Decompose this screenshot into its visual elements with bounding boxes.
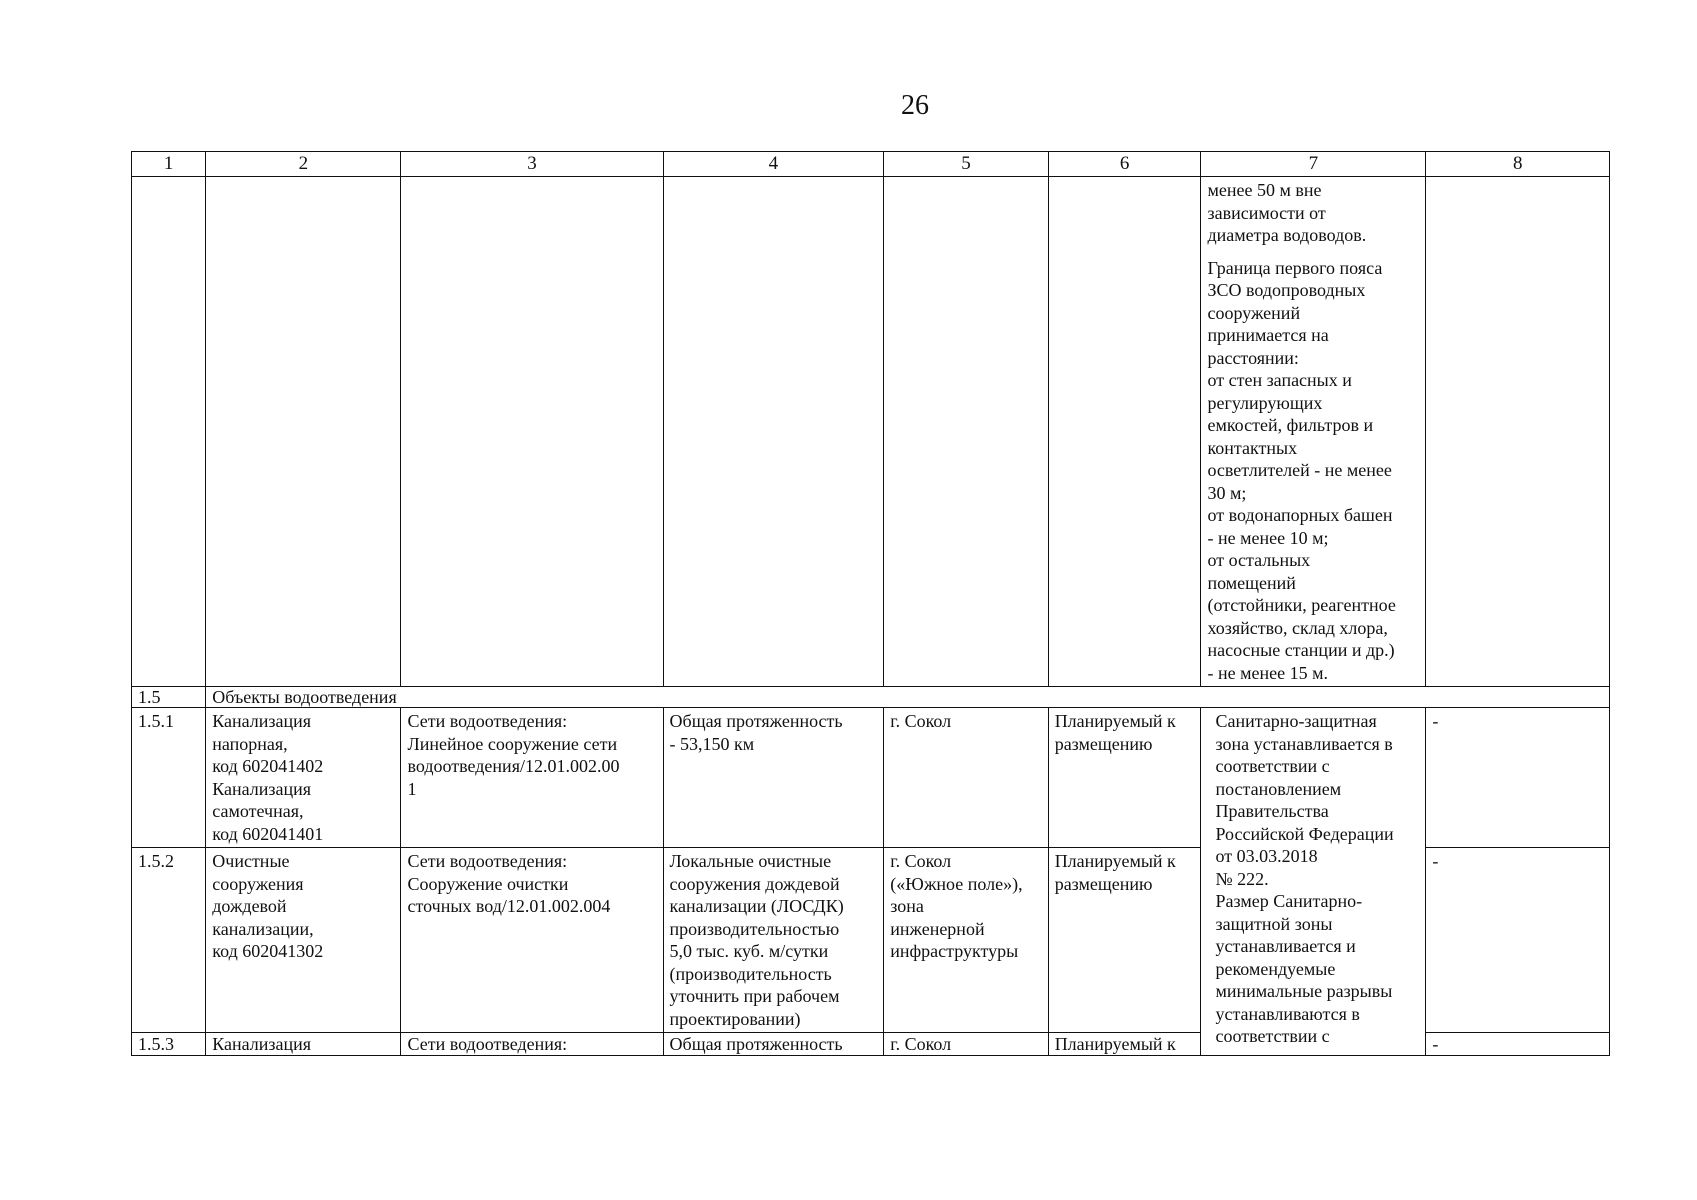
section-row [132, 687, 1610, 708]
empty-cell [663, 177, 884, 687]
header-cell: 1 [132, 152, 206, 177]
object-characteristics: Общая протяженность - 53,150 км [663, 708, 884, 848]
object-type: Сети водоотведения: [401, 1033, 663, 1056]
row-number: 1.5.1 [132, 708, 206, 848]
page-number: 26 [901, 90, 929, 121]
object-name: Канализация напорная, код 602041402 Канализация самотечная, код 602041401 [206, 708, 401, 848]
object-location: г. Сокол [884, 1033, 1048, 1056]
object-status: Планируемый к размещению [1048, 708, 1201, 848]
continuation-row [132, 177, 1610, 687]
object-name: Канализация [206, 1033, 401, 1056]
empty-cell [206, 177, 401, 687]
header-cell: 4 [663, 152, 884, 177]
header-cell: 8 [1426, 152, 1610, 177]
object-type: Сети водоотведения: Сооружение очистки сточных вод/12.01.002.004 [401, 848, 663, 1033]
col8-value: - [1426, 1033, 1610, 1056]
section-number: 1.5 [132, 687, 206, 708]
object-location: г. Сокол [884, 708, 1048, 848]
section-title: Объекты водоотведения [206, 687, 1610, 708]
empty-cell [401, 177, 663, 687]
sanitary-zone-cell: Санитарно-защитная зона устанавливается в соответствии с постановлением Правительства Российской Федерации от 03.03.2018 № 222. Размер Санитарно- защитной зоны устанавливается и рекомендуемые минимальные разрывы устанавливаются в соответствии с [1201, 708, 1426, 1056]
col8-value: - [1426, 708, 1610, 848]
empty-cell [1048, 177, 1201, 687]
object-name: Очистные сооружения дождевой канализации, код 602041302 [206, 848, 401, 1033]
header-cell: 2 [206, 152, 401, 177]
objects-table [131, 151, 1610, 1056]
header-cell: 3 [401, 152, 663, 177]
row-number: 1.5.2 [132, 848, 206, 1033]
empty-cell [884, 177, 1048, 687]
object-location: г. Сокол («Южное поле»), зона инженерной инфраструктуры [884, 848, 1048, 1033]
row-number: 1.5.3 [132, 1033, 206, 1056]
object-characteristics: Локальные очистные сооружения дождевой канализации (ЛОСДК) производительностью 5,0 тыс. куб. м/сутки (производительность уточнить при рабочем проектировании) [663, 848, 884, 1033]
header-row [132, 152, 1610, 177]
object-characteristics: Общая протяженность [663, 1033, 884, 1056]
zone-text-paragraph: Граница первого пояса ЗСО водопроводных сооружений принимается на расстоянии: от стен запасных и регулирующих емкостей, фильтров и контактных осветлителей - не менее 30 м; от водонапорных башен - не менее 10 м; от остальных помещений (отстойники, реагентное хозяйство, склад хлора, насосные станции и др.) - не менее 15 м. [1207, 257, 1396, 683]
col8-value: - [1426, 848, 1610, 1033]
object-status: Планируемый к размещению [1048, 848, 1201, 1033]
header-cell: 5 [884, 152, 1048, 177]
zone-text-paragraph: менее 50 м вне зависимости от диаметра водоводов. [1207, 180, 1367, 245]
header-cell: 7 [1201, 152, 1426, 177]
zone-requirements-cell [1201, 177, 1426, 687]
empty-cell [1426, 177, 1610, 687]
object-type: Сети водоотведения: Линейное сооружение сети водоотведения/12.01.002.00 1 [401, 708, 663, 848]
table-row [132, 708, 1610, 848]
header-cell: 6 [1048, 152, 1201, 177]
empty-cell [132, 177, 206, 687]
object-status: Планируемый к [1048, 1033, 1201, 1056]
